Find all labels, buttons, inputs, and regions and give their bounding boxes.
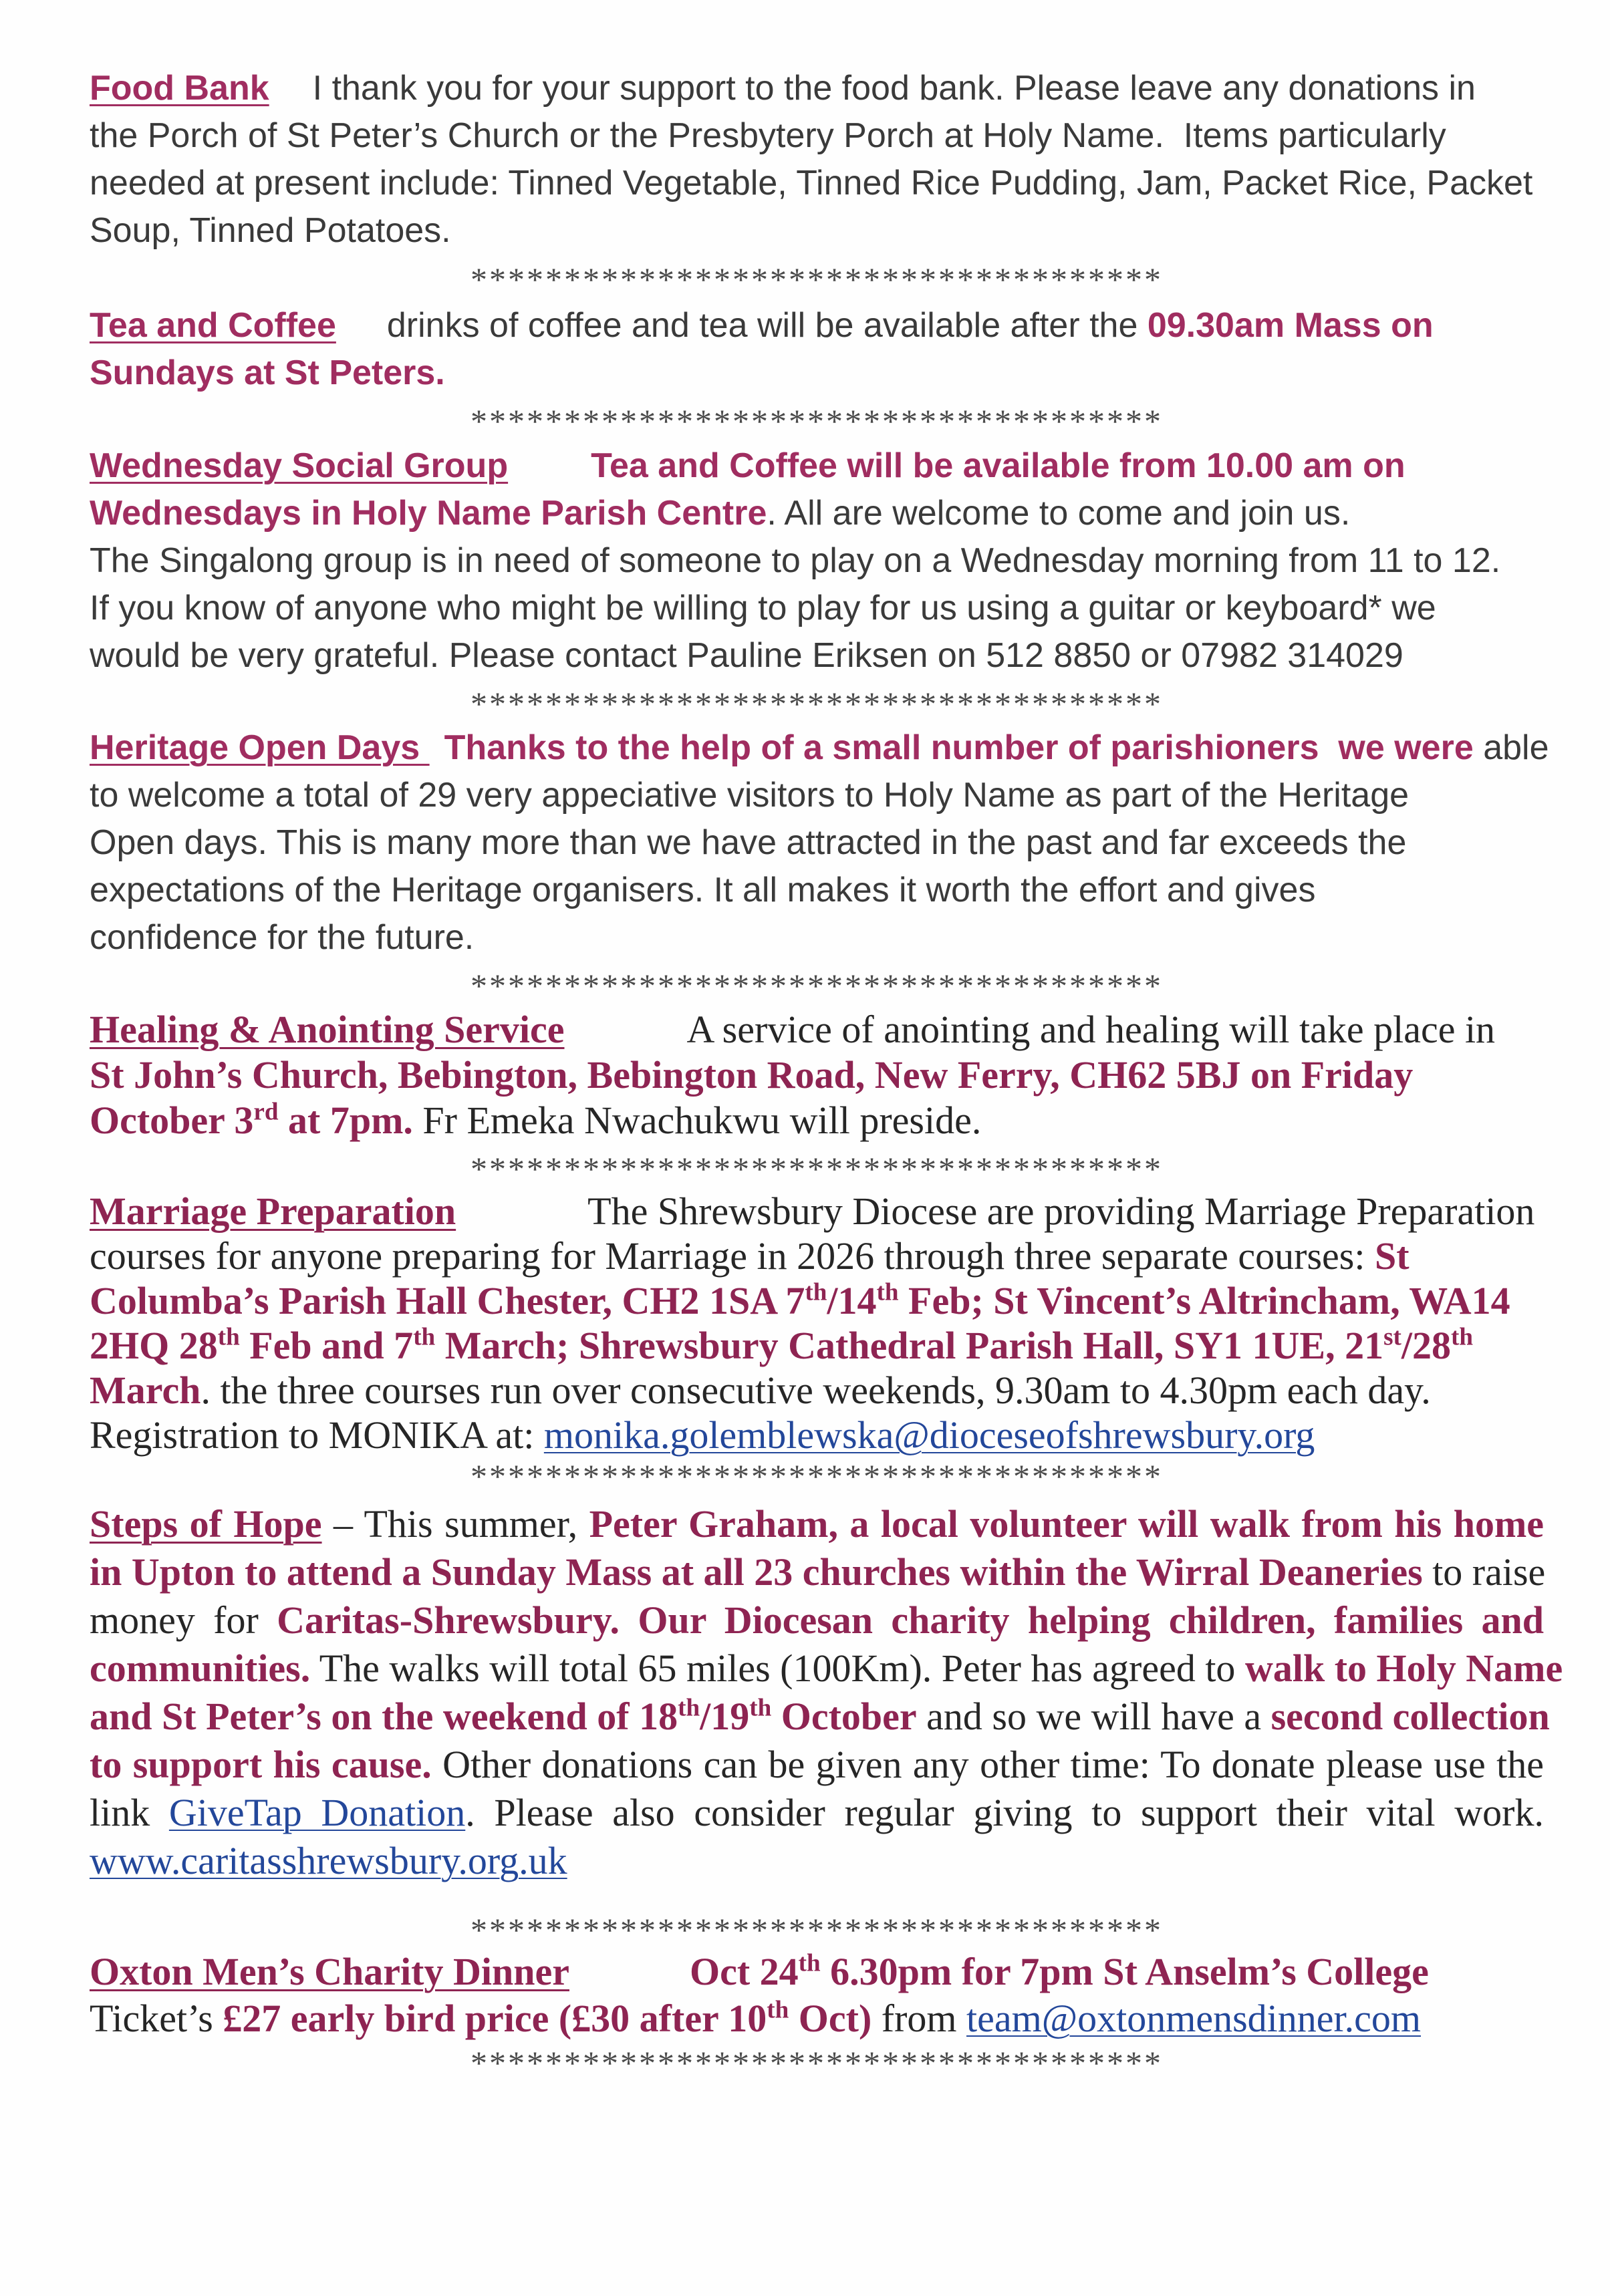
section-heading: Steps of Hope: [90, 1502, 322, 1546]
highlighted-text: /28: [1401, 1324, 1452, 1367]
highlighted-text: Peter Graham, a local volunteer will walk from his home: [589, 1502, 1545, 1546]
superscript-text: th: [876, 1278, 899, 1306]
highlighted-text: 09.30am Mass on: [1147, 306, 1434, 345]
body-text: confidence for the future.: [90, 918, 475, 957]
superscript-text: th: [798, 1949, 821, 1977]
body-text: needed at present include: Tinned Vegetable, Tinned Rice Pudding, Jam, Packet Rice, Packet: [90, 164, 1533, 202]
hyperlink[interactable]: team@oxtonmensdinner.com: [966, 1997, 1422, 2040]
highlighted-text: October 3: [90, 1099, 254, 1142]
text-line: [90, 65, 1544, 112]
body-text: money for: [90, 1598, 277, 1642]
marriage-preparation-notice: [90, 1189, 1544, 1457]
text-line: [90, 1189, 1544, 1234]
text-line: [90, 1693, 1550, 1741]
star-separator: *************************************: [471, 1911, 1163, 1949]
section-heading: Tea and Coffee: [90, 306, 336, 345]
star-separator: *************************************: [471, 685, 1163, 722]
healing-anointing-service-notice: [90, 1007, 1544, 1143]
highlighted-text: walk to Holy Name: [1244, 1646, 1563, 1690]
body-text: drinks of coffee and tea will be available after the: [386, 306, 1148, 345]
text-line: [90, 112, 1544, 160]
highlighted-text: March: [90, 1369, 201, 1412]
star-separator: *************************************: [471, 1457, 1163, 1495]
highlighted-text: in Upton to attend a Sunday Mass at all 23 churches within the Wirral Deaneries: [90, 1550, 1423, 1594]
body-text: Soup, Tinned Potatoes.: [90, 211, 451, 250]
body-text: . the three courses run over consecutive weekends, 9.30am to 4.30pm each day.: [200, 1369, 1431, 1412]
highlighted-text: and St Peter’s on the weekend of 18: [90, 1695, 678, 1738]
highlighted-text: Thanks to the help of a small number of parishioners we were: [444, 728, 1474, 767]
body-text: A service of anointing and healing will take place in: [686, 1008, 1496, 1051]
text-line: [90, 1278, 1544, 1323]
text-line: [90, 1949, 1544, 1995]
superscript-text: th: [805, 1278, 827, 1306]
section-heading: Wednesday Social Group: [90, 446, 509, 485]
text-line: [90, 1995, 1544, 2042]
body-text: the Porch of St Peter’s Church or the Presbytery Porch at Holy Name. Items particularly: [90, 116, 1446, 155]
body-text: able: [1473, 728, 1549, 767]
highlighted-text: Caritas-Shrewsbury. Our Diocesan charity helping children, families and: [277, 1598, 1544, 1642]
body-text: The walks will total 65 miles (100Km). Peter has agreed to: [310, 1646, 1245, 1690]
highlighted-text: Oct 24: [689, 1950, 799, 1993]
highlighted-text: Wednesdays in Holy Name Parish Centre: [90, 494, 767, 533]
superscript-text: th: [1451, 1323, 1474, 1351]
highlighted-text: Tea and Coffee will be available from 10.00 am on: [591, 446, 1405, 485]
text-line: [90, 724, 1549, 772]
highlighted-text: communities.: [90, 1646, 311, 1690]
text-line: [90, 914, 1544, 962]
heritage-open-days-notice: [90, 724, 1549, 962]
highlighted-text: to support his cause.: [90, 1743, 432, 1786]
body-text: expectations of the Heritage organisers. It all makes it worth the effort and gives: [90, 871, 1316, 909]
text-line: [90, 1741, 1544, 1789]
hyperlink[interactable]: monika.golemblewska@dioceseofshrewsbury.org: [543, 1413, 1315, 1457]
text-line: [90, 632, 1544, 680]
text-line: [90, 1596, 1544, 1644]
highlighted-text: St John’s Church, Bebington, Bebington Road, New Ferry, CH62 5BJ on Friday: [90, 1053, 1414, 1097]
superscript-text: th: [749, 1694, 772, 1722]
highlighted-text: Feb and 7: [239, 1324, 414, 1367]
highlighted-text: /19: [700, 1695, 750, 1738]
text-line: [90, 1098, 1544, 1143]
body-text: Other donations can be given any other time: To donate please use the: [431, 1743, 1544, 1786]
steps-of-hope-notice: [90, 1500, 1563, 1885]
star-separator: *************************************: [471, 261, 1163, 298]
text-line: [90, 1234, 1544, 1278]
superscript-text: rd: [253, 1098, 279, 1126]
text-line: [90, 1323, 1544, 1368]
highlighted-text: /14: [827, 1279, 877, 1322]
highlighted-text: Sundays at St Peters.: [90, 353, 445, 392]
wednesday-social-group-notice: [90, 442, 1544, 680]
body-text: to welcome a total of 29 very appeciative visitors to Holy Name as part of the Heritage: [90, 776, 1410, 815]
hyperlink[interactable]: GiveTap Donation: [168, 1791, 466, 1834]
body-text: . Please also consider regular giving to support their vital work.: [465, 1791, 1544, 1834]
highlighted-text: second collection: [1270, 1695, 1550, 1738]
body-text: . All are welcome to come and join us.: [767, 494, 1351, 533]
body-text: Ticket’s: [90, 1997, 223, 2040]
text-line: [90, 1368, 1544, 1413]
text-line: [90, 537, 1544, 585]
highlighted-text: £27 early bird price (£30 after 10: [223, 1997, 767, 2040]
text-line: [90, 1548, 1544, 1596]
highlighted-text: at 7pm.: [278, 1099, 413, 1142]
text-line: [90, 207, 1544, 255]
highlighted-text: St: [1374, 1234, 1410, 1278]
text-line: [90, 772, 1544, 819]
body-text: Fr Emeka Nwachukwu will preside.: [412, 1099, 982, 1142]
body-text: The Singalong group is in need of someone to play on a Wednesday morning from 11 to 12.: [90, 541, 1501, 580]
text-line: [90, 1789, 1544, 1837]
text-line: [90, 302, 1544, 349]
tea-and-coffee-notice: [90, 302, 1544, 397]
body-text: I thank you for your support to the food bank. Please leave any donations in: [312, 69, 1476, 108]
text-line: [90, 585, 1544, 632]
body-text: would be very grateful. Please contact Pauline Eriksen on 512 8850 or 07982 314029: [90, 636, 1403, 675]
section-heading: Heritage Open Days: [90, 728, 430, 767]
text-line: [90, 442, 1544, 490]
highlighted-text: 6.30pm for 7pm St Anselm’s College: [820, 1950, 1429, 1993]
text-line: [90, 349, 1544, 397]
text-line: [90, 1413, 1544, 1457]
text-line: [90, 160, 1544, 207]
food-bank-notice: [90, 65, 1544, 255]
body-text: Open days. This is many more than we have attracted in the past and far exceeds the: [90, 823, 1407, 862]
section-heading: Oxton Men’s Charity Dinner: [90, 1950, 569, 1993]
text-line: [90, 1052, 1544, 1098]
body-text: and so we will have a: [916, 1695, 1271, 1738]
text-line: [90, 1837, 1544, 1885]
body-text: – This summer,: [321, 1502, 589, 1546]
text-line: [90, 490, 1544, 537]
star-separator: *************************************: [471, 402, 1163, 440]
body-text: link: [90, 1791, 169, 1834]
body-text: If you know of anyone who might be willing to play for us using a guitar or keyboard* we: [90, 589, 1436, 627]
section-heading: Healing & Anointing Service: [90, 1008, 565, 1051]
superscript-text: th: [678, 1694, 700, 1722]
highlighted-text: 2HQ 28: [90, 1324, 218, 1367]
text-line: [90, 1500, 1544, 1548]
star-separator: *************************************: [471, 967, 1163, 1004]
section-heading: Marriage Preparation: [90, 1189, 456, 1233]
charity-dinner-notice: [90, 1949, 1544, 2042]
star-separator: *************************************: [471, 1150, 1163, 1187]
hyperlink[interactable]: www.caritasshrewsbury.org.uk: [90, 1839, 567, 1882]
highlighted-text: Columba’s Parish Hall Chester, CH2 1SA 7: [90, 1279, 805, 1322]
superscript-text: th: [413, 1323, 436, 1351]
highlighted-text: March; Shrewsbury Cathedral Parish Hall, SY1 1UE, 21: [435, 1324, 1384, 1367]
body-text: Registration to MONIKA at:: [90, 1413, 544, 1457]
text-line: [90, 1644, 1563, 1693]
highlighted-text: Oct): [789, 1997, 872, 2040]
highlighted-text: October: [771, 1695, 917, 1738]
body-text: courses for anyone preparing for Marriage in 2026 through three separate courses:: [90, 1234, 1375, 1278]
text-line: [90, 819, 1544, 867]
superscript-text: th: [217, 1323, 240, 1351]
body-text: to raise: [1422, 1550, 1546, 1594]
body-text: from: [871, 1997, 967, 2040]
superscript-text: st: [1383, 1323, 1401, 1351]
text-line: [90, 867, 1544, 914]
highlighted-text: Feb; St Vincent’s Altrincham, WA14: [898, 1279, 1510, 1322]
superscript-text: th: [767, 1996, 789, 2024]
body-text: The Shrewsbury Diocese are providing Marriage Preparation: [587, 1189, 1535, 1233]
section-heading: Food Bank: [90, 69, 269, 108]
star-separator: *************************************: [471, 2044, 1163, 2082]
text-line: [90, 1007, 1544, 1052]
